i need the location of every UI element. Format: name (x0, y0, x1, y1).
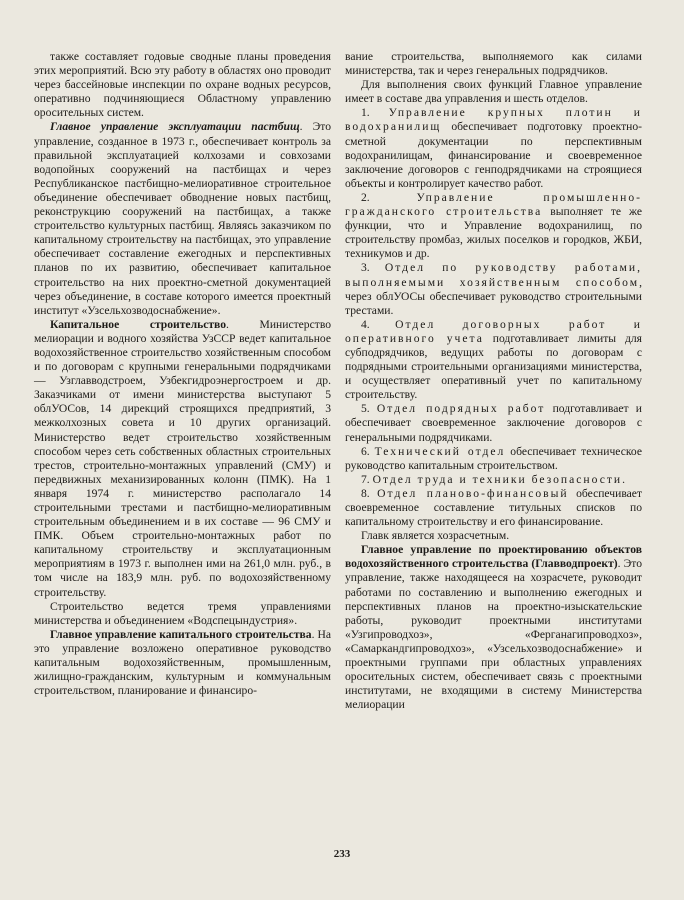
emphasis-text: Главное управление по проектированию объектов водохозяйственного строительства (Главводпроект) (345, 543, 642, 571)
paragraph (34, 628, 331, 698)
body-text: выполняет те же функции, что и Управление водохранилищ, по строительству промбаз, жилых поселков и городков, ЖБИ, техникумов и др. (345, 205, 642, 261)
body-text: обеспечивает подготовку проектно-сметной документации по перспективным водохранилищам, финансирование и своевременное заключение договоров с генподрядчиками на строящиеся объекты и контролирует качество работ. (345, 120, 642, 190)
page-number: 233 (333, 848, 351, 860)
paragraph (345, 50, 642, 78)
right-column (345, 50, 642, 712)
body-text: . На это управление возложено оперативное руководство капитальным водохозяйственным, промышленным, жилищно-гражданским, культурным и коммунальным строительством, планирование и финансиро- (34, 627, 331, 698)
emphasis-text: Отдел по руководству работами, выполняемыми хозяйственным способом (345, 261, 642, 289)
paragraph (345, 402, 642, 444)
body-text: подготавливает и обеспечивает своевременное заключение договоров с генеральными подрядчиками. (345, 402, 643, 444)
body-text: 7. (361, 472, 373, 486)
body-text: также составляет годовые сводные планы проведения этих мероприятий. Всю эту работу в областях оно проводит через бассейновые инспекции по охране водных ресурсов, оперативно подчиняющиеся Областному управлению оросительных систем. (34, 50, 331, 120)
body-text: Для выполнения своих функций Главное управление имеет в составе два управления и шесть отделов. (345, 78, 642, 106)
paragraph (345, 487, 642, 529)
emphasis-text: Отдел подрядных работ (376, 402, 546, 416)
body-text: вание строительства, выполняемого как силами министерства, так и через генеральных подрядчиков. (345, 50, 642, 78)
paragraph (345, 261, 642, 317)
paragraph (34, 318, 331, 600)
body-text: . (622, 472, 626, 486)
paragraph (345, 529, 642, 543)
body-text: 6. (361, 444, 375, 458)
body-text: , через облУОСы обеспечивает руководство строительными трестами. (345, 275, 642, 317)
paragraph (345, 318, 642, 403)
paragraph (345, 191, 642, 261)
body-text: Строительство ведется тремя управлениями министерства и объединением «Водспецындустрия». (34, 599, 331, 627)
emphasis-text: Управление промышленно-гражданского строительства (345, 190, 643, 219)
paragraph (345, 78, 642, 106)
emphasis-text: Технический отдел (374, 444, 506, 458)
body-text: . Это управление, созданное в 1973 г., обеспечивает контроль за правильной эксплуатацией колхозами и совхозами водопойных сооружений на пастбищах и через Республиканское пастбищно-мелиоративное строительное объединение обеспечивает обводнение новых пастбищ, реконструкцию сооружений на пастбищах, а также строительство культурных пастбищ. Являясь заказчиком по капитальному строительству на пастбищах, это управление обеспечивает составление ежегодных и перспективных планов по их развитию, обеспечивает капитальное строительство на них проектно-сметной документацией через объединение, в составе которого имеется проектный институт «Узсельхозводоснабжение». (34, 120, 331, 317)
paragraph (34, 120, 331, 317)
body-text: 3. (361, 261, 385, 275)
body-text: 4. (361, 317, 396, 331)
emphasis-text: Отдел договорных работ и оперативного учета (345, 317, 643, 345)
emphasis-text: Главное управление капитального строительства (50, 627, 312, 641)
emphasis-text: Управление крупных плотин и водохранилищ (345, 106, 642, 134)
body-text: . Министерство мелиорации и водного хозяйства УзССР ведет капитальное водохозяйственное строительство хозяйственным способом и по договорам с крупными генеральными подрядчиками — Узглавводстроем, Узбекгидроэнергостроем и др. Заказчиками от имени министерства выступают 5 облУОСов, 14 дирекций строящихся предприятий, 3 межколхозных совета и 10 других организаций. Министерство ведет строительство хозяйственным способом через сеть собственных областных строительных трестов, строительно-монтажных управлений (СМУ) и передвижных механизированных колонн (ПМК). На 1 января 1974 г. министерство располагало 14 строительными трестами и пастбищно-мелиоративным строительным объединением и в их составе — 96 СМУ и ПМК. Объем строительно-монтажных работ по капитальному строительству и эксплуатационным мероприятиям в 1973 г. выполнен ими на 261,0 млн. руб., в том числе на 183,9 млн. руб. по водохозяйственному строительству. (34, 317, 332, 599)
emphasis-text: Отдел труда и техники безопасности (372, 472, 623, 486)
emphasis-text: Главное управление эксплуатации пастбищ (50, 120, 300, 134)
body-text: Главк является хозрасчетным. (361, 529, 510, 543)
body-text: 1. (361, 106, 389, 120)
body-text: . Это управление, также находящееся на хозрасчете, руководит работами по составлению и выполнению ежегодных и перспективных планов на проектно-изыскательские работы, руководит проектными институтами «Узгипроводхоз», «Ферганагипроводхоз», «Самаркандгипроводхоз», «Узсельхозводоснабжение» и проектными группами при областных управлениях оросительных систем, обеспечивает связь с проектными институтами, не входящими в систему Министерства мелиорации (345, 557, 642, 712)
body-text: 2. (361, 190, 417, 204)
paragraph (345, 543, 642, 712)
paragraph (34, 50, 331, 120)
body-text: обеспечивает техническое руководство капитальным строительством. (345, 444, 642, 472)
body-text: обеспечивает своевременное составление титульных списков по капитальному строительству и его финансирование. (345, 486, 643, 529)
paragraph (34, 600, 331, 628)
body-text: 5. (361, 402, 377, 416)
left-column (34, 50, 331, 712)
paragraph (345, 445, 642, 473)
body-text: подготавливает лимиты для субподрядчиков, ведущих работы по договорам с подрядными строительными организациями министерства, и осуществляет оперативный учет по капитальному строительству. (345, 331, 642, 402)
paragraph (345, 106, 642, 191)
paragraph (345, 473, 642, 487)
body-text: 8. (361, 486, 378, 500)
emphasis-text: Отдел планово-финансовый (377, 486, 569, 500)
emphasis-text: Капитальное строительство (50, 317, 227, 331)
text-columns (34, 50, 656, 712)
